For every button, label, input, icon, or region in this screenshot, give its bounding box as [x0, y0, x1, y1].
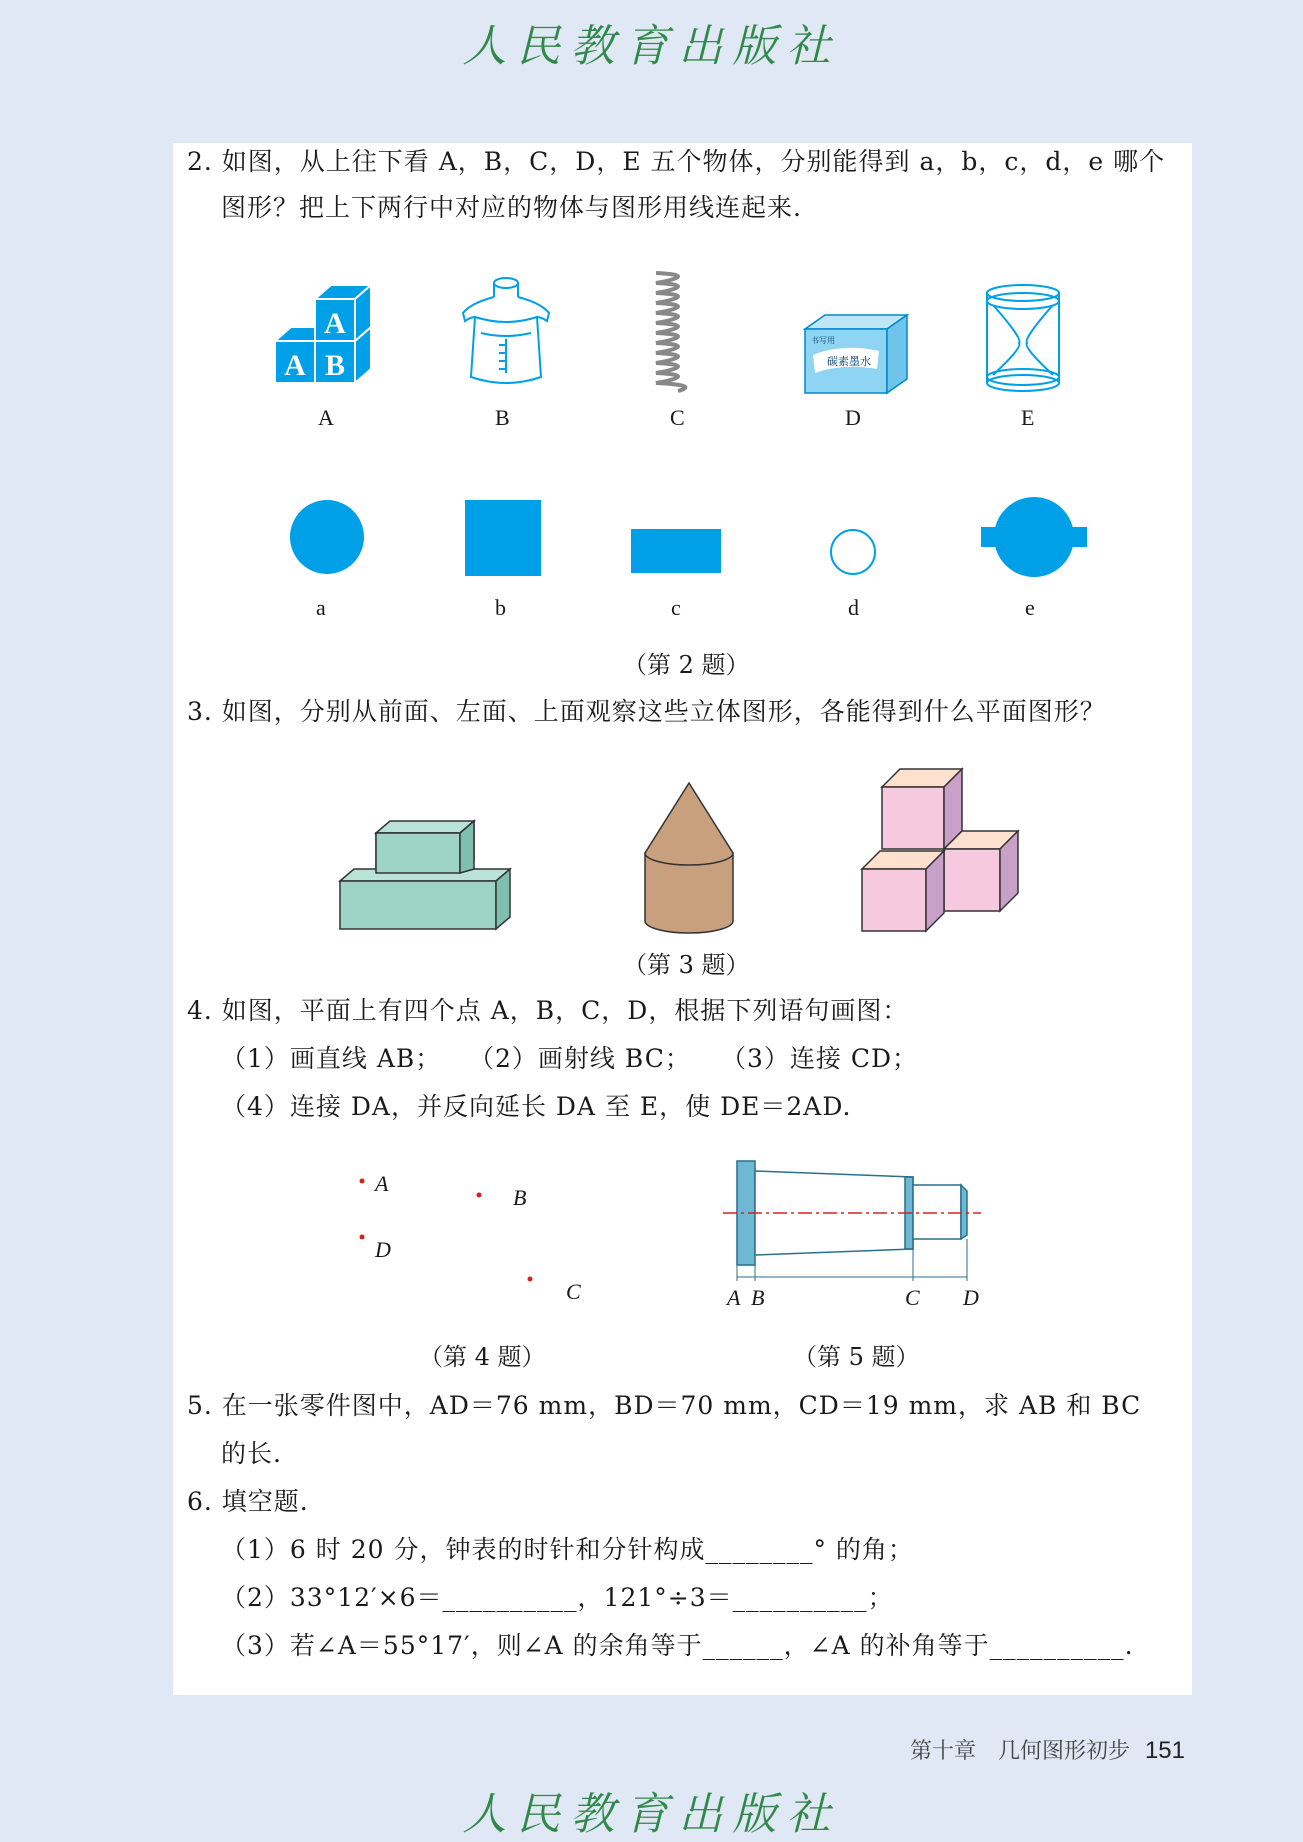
point-a-dot [360, 1179, 365, 1184]
point-a-label: A [375, 1171, 389, 1196]
cone-cylinder-figure [641, 779, 737, 935]
part-label-b: B [751, 1285, 765, 1310]
textbook-page [173, 143, 1192, 1695]
q5-caption: （第 5 题） [793, 1343, 920, 1371]
spring-figure [648, 269, 708, 395]
point-d-dot [360, 1235, 365, 1240]
shape-e-circle-with-bar [979, 495, 1089, 579]
q5-text-line2: 的长. [221, 1439, 282, 1468]
part-label-a: A [727, 1285, 741, 1310]
q6-item1: （1）6 时 20 分，钟表的时针和分针构成________° 的角； [221, 1535, 914, 1564]
shape-label-e: e [1025, 595, 1035, 620]
object-label-d: D [845, 405, 861, 430]
q3-text-line1: 3. 如图，分别从前面、左面、上面观察这些立体图形，各能得到什么平面图形？ [187, 697, 1106, 726]
point-c-dot [528, 1277, 533, 1282]
q4-item3: （3）连接 CD； [721, 1044, 919, 1073]
point-d-label: D [375, 1237, 391, 1262]
ink-box-label-main: 碳素墨水 [827, 355, 871, 368]
q4-caption: （第 4 题） [419, 1343, 546, 1371]
point-c-label: C [566, 1279, 581, 1304]
ink-box-label-small: 书写用 [811, 336, 835, 345]
abc-blocks-figure [273, 279, 383, 389]
point-b-label: B [513, 1185, 527, 1210]
q6-item2: （2）33°12′×6＝__________，121°÷3＝__________； [221, 1583, 894, 1612]
shape-label-d: d [848, 595, 859, 620]
q4-text-line1: 4. 如图，平面上有四个点 A，B，C，D，根据下列语句画图： [187, 996, 909, 1025]
q6-text-line1: 6. 填空题. [187, 1487, 309, 1516]
point-b-dot [477, 1193, 482, 1198]
q2-text-line2: 图形？把上下两行中对应的物体与图形用线连起来. [221, 193, 802, 222]
shape-label-b: b [495, 595, 506, 620]
machine-part-figure [723, 1159, 983, 1279]
svg-text:A: A [284, 349, 306, 382]
shape-label-a: a [316, 595, 326, 620]
q4-item2: （2）画射线 BC； [469, 1044, 691, 1073]
ink-box-figure [803, 313, 909, 397]
page-footer [910, 1734, 1185, 1765]
q2-caption: （第 2 题） [623, 651, 750, 679]
object-label-c: C [670, 405, 685, 430]
part-label-c: C [905, 1285, 920, 1310]
shape-label-c: c [671, 595, 681, 620]
q3-caption: （第 3 题） [623, 951, 750, 979]
shape-b-square [463, 498, 543, 578]
svg-text:B: B [324, 349, 346, 382]
chapter-title: 第十章 几何图形初步 [909, 1739, 1130, 1764]
shape-c-rectangle [629, 527, 723, 575]
pink-cubes-figure [858, 765, 1020, 933]
object-label-a: A [318, 405, 334, 430]
page-number: 151 [1144, 1737, 1185, 1764]
object-label-b: B [495, 405, 510, 430]
q4-item1: （1）画直线 AB； [221, 1044, 442, 1073]
shape-a-circle [288, 498, 366, 576]
q4-item4: （4）连接 DA，并反向延长 DA 至 E，使 DE＝2AD. [221, 1092, 852, 1121]
object-label-e: E [1021, 405, 1035, 430]
q2-text-line1: 2. 如图，从上往下看 A，B，C，D，E 五个物体，分别能得到 a，b，c，d，e 哪个 [187, 147, 1166, 176]
part-label-d: D [963, 1285, 979, 1310]
svg-text:A: A [324, 307, 346, 340]
hourglass-cylinder-figure [983, 283, 1063, 395]
stacked-boxes-figure [338, 819, 514, 933]
publisher-logo-top: 人民教育出版社 [462, 21, 841, 72]
jar-figure [451, 273, 561, 393]
shape-d-ring [828, 527, 878, 577]
publisher-logo-bottom: 人民教育出版社 [462, 1789, 841, 1840]
q6-item3: （3）若∠A＝55°17′，则∠A 的余角等于______，∠A 的补角等于__________. [221, 1631, 1134, 1660]
q5-text-line1: 5. 在一张零件图中，AD＝76 mm，BD＝70 mm，CD＝19 mm，求 AB 和 BC [187, 1391, 1142, 1420]
